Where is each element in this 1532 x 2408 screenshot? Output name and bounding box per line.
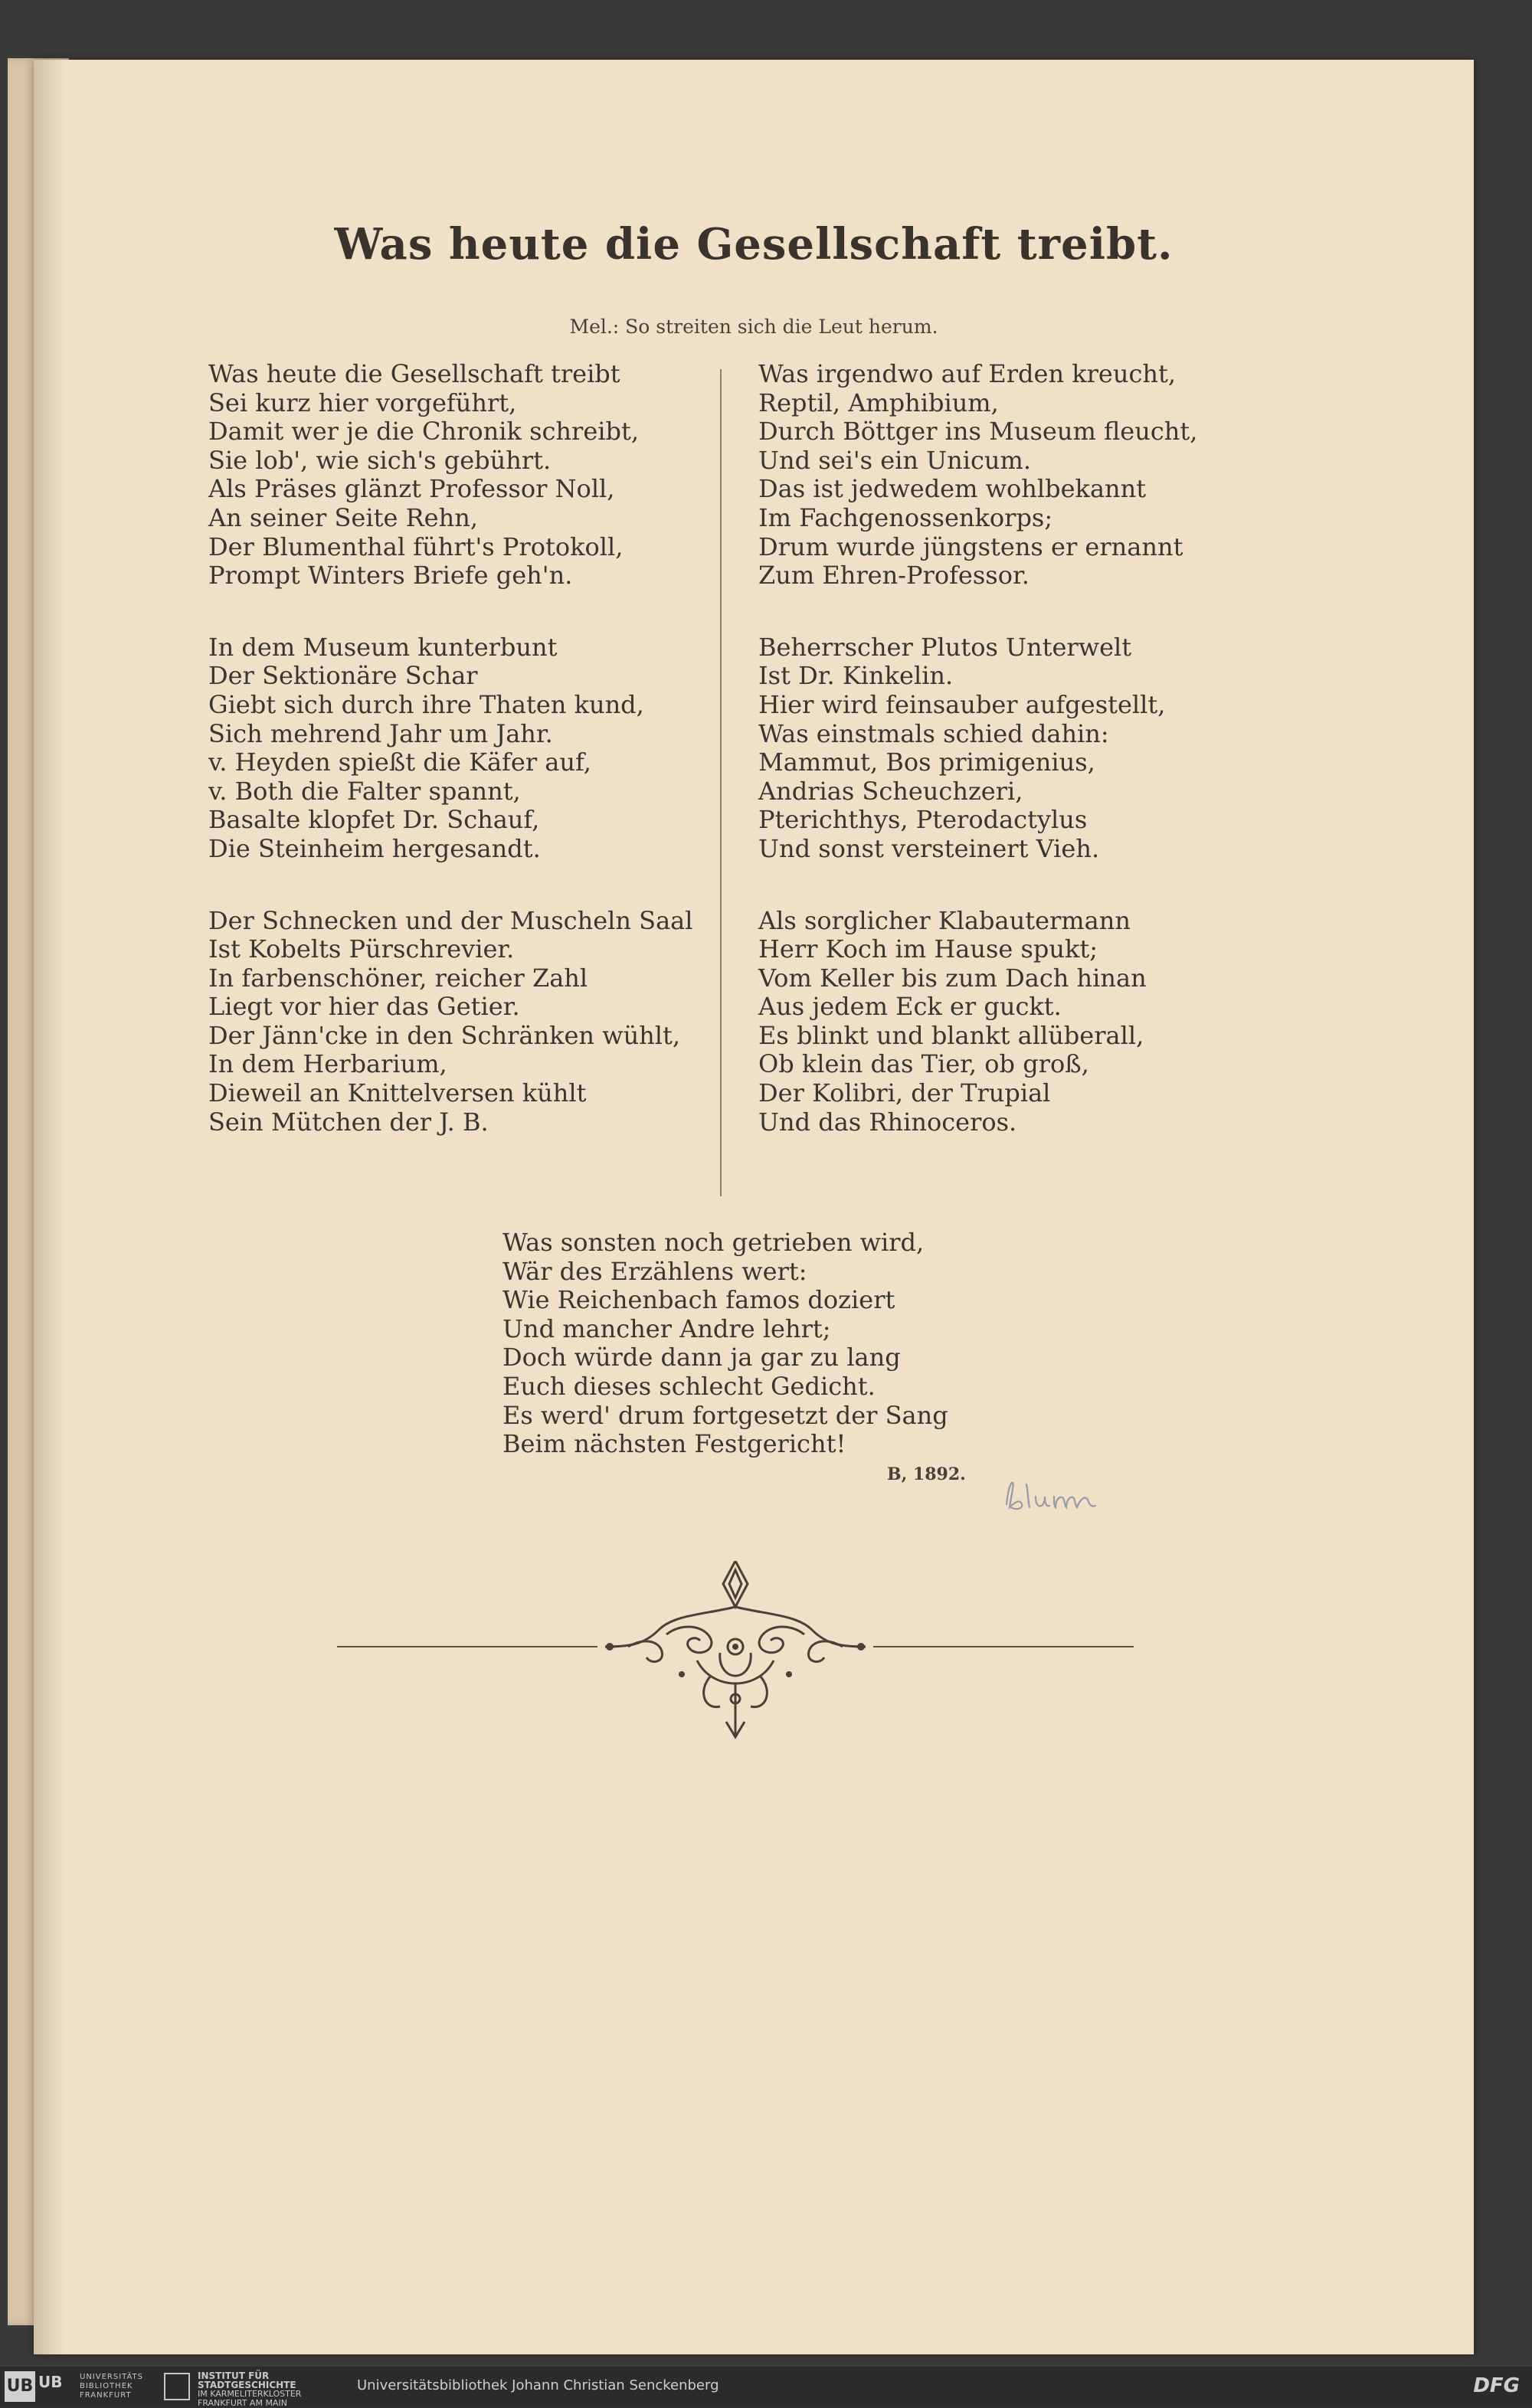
verse-line: Sie lob', wie sich's gebührt.	[208, 445, 552, 475]
verse-line: Was irgendwo auf Erden kreucht,	[758, 359, 1177, 388]
verse-line: In farbenschöner, reicher Zahl	[208, 963, 588, 993]
verse-line: Als sorglicher Klabautermann	[758, 905, 1131, 935]
verse-line: Liegt vor hier das Getier.	[208, 992, 520, 1022]
verse-line: Sei kurz hier vorgeführt,	[208, 388, 517, 417]
verse-line: Die Steinheim hergesandt.	[208, 833, 541, 863]
institute-label	[198, 2371, 301, 2408]
poem-title: Was heute die Gesellschaft treibt.	[334, 219, 1174, 270]
footer-text: FRANKFURT AM MAIN	[198, 2398, 287, 2408]
verse-line: Pterichthys, Pterodactylus	[758, 805, 1088, 835]
verse-line: Das ist jedwedem wohlbekannt	[758, 474, 1147, 504]
verse-line: Mammut, Bos primigenius,	[758, 748, 1095, 777]
dfg-logo: DFG	[1473, 2374, 1520, 2397]
verse-line: Und sonst versteinert Vieh.	[758, 833, 1100, 863]
verse-line: Drum wurde jüngstens er ernannt	[758, 532, 1183, 561]
verse-line: Sein Mütchen der J. B.	[208, 1107, 489, 1137]
footer-text: INSTITUT FÜR	[198, 2370, 270, 2381]
final-stanza	[502, 1229, 1039, 1459]
footer-text: UNIVERSITÄTS	[80, 2373, 144, 2381]
stanza-left-3	[208, 907, 729, 1137]
stanza-left-1	[208, 360, 729, 591]
ub-logo-icon: UB	[5, 2371, 35, 2402]
left-column	[208, 360, 729, 1137]
verse-line: Vom Keller bis zum Dach hinan	[758, 963, 1147, 993]
verse-line: Wie Reichenbach famos doziert	[502, 1285, 895, 1315]
verse-line: Der Blumenthal führt's Protokoll,	[208, 532, 624, 561]
verse-line: An seiner Seite Rehn,	[208, 502, 478, 532]
verse-line: Der Jänn'cke in den Schränken wühlt,	[208, 1020, 681, 1050]
verse-line: v. Heyden spießt die Käfer auf,	[208, 748, 591, 777]
verse-line: Was sonsten noch getrieben wird,	[502, 1228, 925, 1257]
verse-line: Wär des Erzählens wert:	[502, 1256, 807, 1286]
verse-line: Euch dieses schlecht Gedicht.	[502, 1371, 876, 1401]
ub-logo-text: UB	[38, 2373, 63, 2391]
verse-line: Herr Koch im Hause spukt;	[758, 934, 1098, 964]
verse-line: Als Präses glänzt Professor Noll,	[208, 474, 615, 504]
verse-line: Ob klein das Tier, ob groß,	[758, 1049, 1089, 1079]
verse-line: Der Schnecken und der Muscheln Saal	[208, 905, 693, 935]
handwritten-note	[1000, 1474, 1123, 1520]
verse-line: v. Both die Falter spannt,	[208, 776, 521, 806]
signature: B, 1892.	[887, 1464, 966, 1484]
verse-line: Beherrscher Plutos Unterwelt	[758, 632, 1132, 662]
melody-note: Mel.: So streiten sich die Leut herum.	[569, 316, 938, 338]
verse-line: Im Fachgenossenkorps;	[758, 502, 1053, 532]
verse-line: Hier wird feinsauber aufgestellt,	[758, 689, 1166, 719]
verse-line: In dem Museum kunterbunt	[208, 632, 558, 662]
verse-line: Und mancher Andre lehrt;	[502, 1314, 831, 1343]
verse-line: Reptil, Amphibium,	[758, 388, 999, 417]
verse-line: Damit wer je die Chronik schreibt,	[208, 417, 639, 447]
footer-text: BIBLIOTHEK	[80, 2382, 133, 2390]
footer-text: STADTGESCHICHTE	[198, 2380, 296, 2390]
verse-line: Basalte klopfet Dr. Schauf,	[208, 805, 540, 835]
university-library-label	[80, 2373, 143, 2400]
verse-line: In dem Herbarium,	[208, 1049, 447, 1079]
verse-line: Es blinkt und blankt allüberall,	[758, 1020, 1144, 1050]
stanza-right-3	[758, 907, 1295, 1137]
footer-text: FRANKFURT	[80, 2391, 132, 2400]
verse-line: Doch würde dann ja gar zu lang	[502, 1343, 901, 1372]
viewer-footer	[0, 2367, 1532, 2406]
verse-line: Sich mehrend Jahr um Jahr.	[208, 718, 553, 748]
verse-line: Andrias Scheuchzeri,	[758, 776, 1023, 806]
verse-line: Beim nächsten Festgericht!	[502, 1429, 846, 1459]
verse-line: Was heute die Gesellschaft treibt	[208, 359, 620, 388]
stanza-right-2	[758, 633, 1295, 864]
verse-line: Giebt sich durch ihre Thaten kund,	[208, 689, 644, 719]
verse-line: Der Sektionäre Schar	[208, 661, 478, 691]
right-column	[758, 360, 1295, 1137]
verse-line: Ist Kobelts Pürschrevier.	[208, 934, 515, 964]
verse-line: Und sei's ein Unicum.	[758, 445, 1032, 475]
institute-logo-icon	[164, 2373, 190, 2400]
verse-line: Es werd' drum fortgesetzt der Sang	[502, 1400, 948, 1430]
stanza-left-2	[208, 633, 729, 864]
verse-line: Prompt Winters Briefe geh'n.	[208, 561, 573, 591]
footer-text: IM KARMELITERKLOSTER	[198, 2389, 302, 2399]
verse-line: Was einstmals schied dahin:	[758, 718, 1109, 748]
verse-line: Aus jedem Eck er guckt.	[758, 992, 1062, 1022]
stanza-right-1	[758, 360, 1295, 591]
library-name[interactable]: Universitätsbibliothek Johann Christian Senckenberg	[357, 2377, 719, 2393]
verse-line: Zum Ehren-Professor.	[758, 561, 1030, 591]
verse-line: Durch Böttger ins Museum fleucht,	[758, 417, 1198, 447]
verse-line: Und das Rhinoceros.	[758, 1107, 1017, 1137]
verse-line: Ist Dr. Kinkelin.	[758, 661, 954, 691]
document-page	[34, 60, 1474, 2354]
verse-line: Dieweil an Knittelversen kühlt	[208, 1078, 587, 1108]
decorative-ornament	[337, 1561, 1134, 1745]
column-divider	[720, 369, 722, 1196]
verse-line: Der Kolibri, der Trupial	[758, 1078, 1051, 1108]
